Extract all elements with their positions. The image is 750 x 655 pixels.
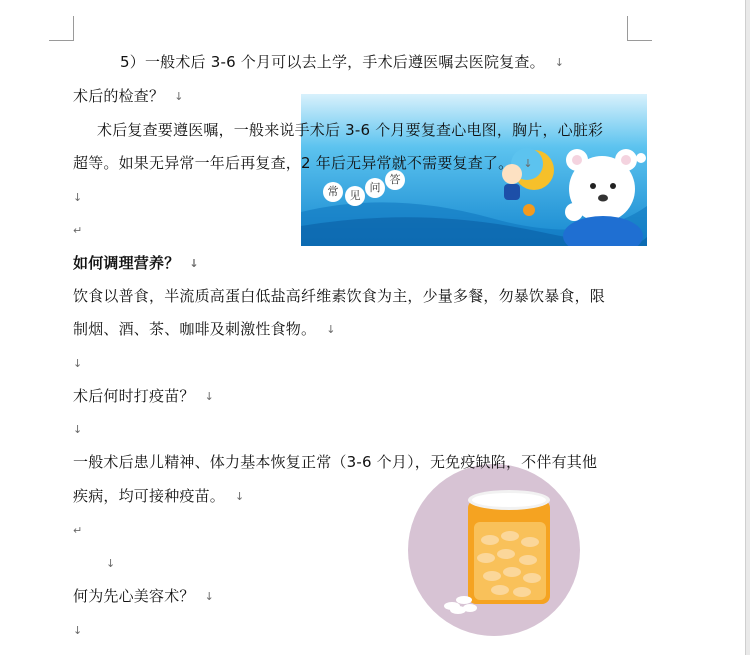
paragraph-line xyxy=(73,452,597,472)
down-arrow-mark: ↓ xyxy=(235,490,245,503)
page-corner-top-right xyxy=(627,16,652,41)
down-arrow-mark: ↓ xyxy=(326,323,336,336)
paragraph-text: 一般术后患儿精神、体力基本恢复正常（3-6 个月），无免疫缺陷，不伴有其他 xyxy=(73,453,598,471)
banner-char-2: 见 xyxy=(345,186,365,206)
heading-text: 如何调理营养？ xyxy=(73,254,180,272)
heading-text: 何为先心美容术？ xyxy=(73,587,195,605)
paragraph-line xyxy=(120,52,564,73)
page-right-edge xyxy=(745,0,750,655)
paragraph-line xyxy=(73,86,184,107)
empty-line xyxy=(73,620,82,641)
down-arrow-mark: ↓ xyxy=(73,191,83,204)
paragraph-line xyxy=(73,386,214,407)
paragraph-text: 疾病，均可接种疫苗。 xyxy=(73,487,226,505)
paragraph-line xyxy=(73,253,199,274)
paragraph-line xyxy=(73,286,605,306)
paragraph-line xyxy=(73,586,214,607)
down-arrow-mark: ↓ xyxy=(204,390,215,403)
empty-line xyxy=(73,353,82,374)
banner-char-1: 常 xyxy=(323,182,343,202)
pill-bottle-image xyxy=(408,464,582,636)
banner-char-3: 问 xyxy=(365,178,385,198)
heading-text: 术后的检查？ xyxy=(73,87,165,105)
banner-char-4: 答 xyxy=(385,170,405,190)
empty-line xyxy=(73,220,82,241)
return-arrow-mark: ↵ xyxy=(73,524,83,537)
empty-line xyxy=(106,553,115,574)
paragraph-line xyxy=(73,319,336,340)
return-arrow-mark: ↵ xyxy=(73,224,83,237)
paragraph-text: 饮食以普食，半流质高蛋白低盐高纤维素饮食为主，少量多餐，勿暴饮暴食，限 xyxy=(73,287,606,305)
down-arrow-mark: ↓ xyxy=(554,56,565,69)
empty-line xyxy=(73,520,82,541)
paragraph-text: 5）一般术后 3-6 个月可以去上学，手术后遵医嘱去医院复查。 xyxy=(120,53,545,71)
down-arrow-mark: ↓ xyxy=(189,257,199,270)
down-arrow-mark: ↓ xyxy=(106,557,116,570)
down-arrow-mark: ↓ xyxy=(73,624,83,637)
down-arrow-mark: ↓ xyxy=(204,590,215,603)
paragraph-text: 术后复查要遵医嘱，一般来说手术后 3-6 个月要复查心电图，胸片，心脏彩 xyxy=(97,121,604,139)
paragraph-line xyxy=(73,486,244,507)
empty-line xyxy=(73,187,82,208)
paragraph-text: 制烟、酒、茶、咖啡及刺激性食物。 xyxy=(73,320,317,338)
paragraph-line xyxy=(73,153,533,174)
heading-text: 术后何时打疫苗？ xyxy=(73,387,195,405)
page-corner-top-left xyxy=(49,16,74,41)
down-arrow-mark: ↓ xyxy=(73,423,83,436)
empty-line xyxy=(73,419,82,440)
pill-bottle-icon xyxy=(408,464,582,636)
down-arrow-mark: ↓ xyxy=(174,90,184,103)
down-arrow-mark: ↓ xyxy=(73,357,83,370)
paragraph-line xyxy=(97,120,603,140)
paragraph-text: 超等。如果无异常一年后再复查，2 年后无异常就不需要复查了。 xyxy=(73,154,514,172)
down-arrow-mark: ↓ xyxy=(523,157,533,170)
